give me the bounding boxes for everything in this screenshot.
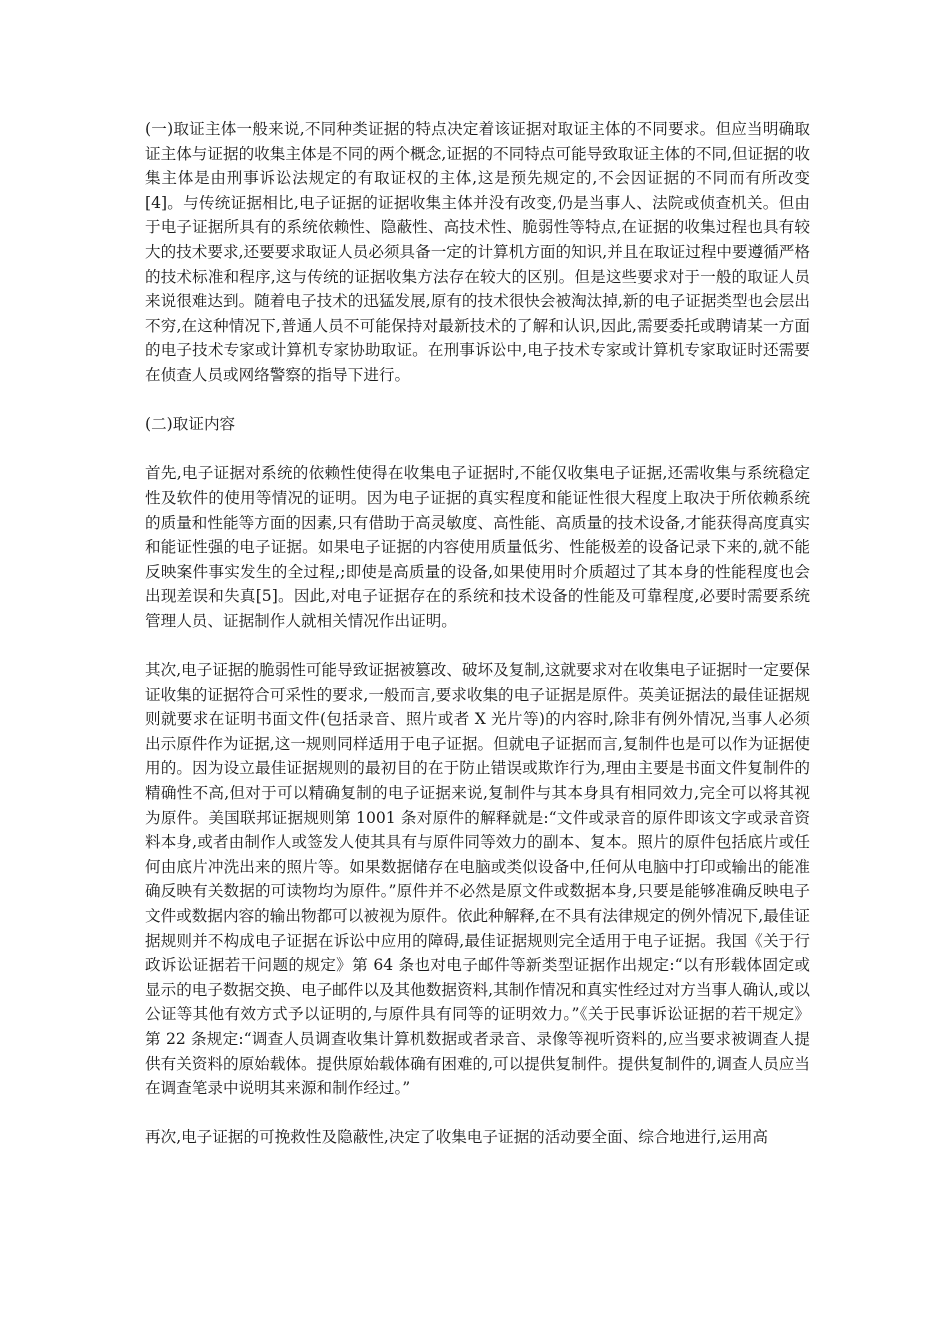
paragraph-first-system-dependence: 首先,电子证据对系统的依赖性使得在收集电子证据时,不能仅收集电子证据,还需收集与系统稳定性及软件的使用等情况的证明。因为电子证据的真实程度和能证性很大程度上取决于所依赖系统的质量和性能等方面的因素,只有借助于高灵敏度、高性能、高质量的技术设备,才能获得高度真实和能证性强的电子证据。如果电子证据的内容使用质量低劣、性能极差的设备记录下来的,就不能反映案件事实发生的全过程,;即使是高质量的设备,如果使用时介质超过了其本身的性能程度也会出现差误和失真[5]。因此,对电子证据存在的系统和技术设备的性能及可靠程度,必要时需要系统管理人员、证据制作人就相关情况作出证明。 [145,464,810,630]
paragraph-third-recoverability: 再次,电子证据的可挽救性及隐蔽性,决定了收集电子证据的活动要全面、综合地进行,运用高 [145,1128,769,1147]
section-heading-evidence-content: (二)取证内容 [145,415,236,434]
document-page [145,117,810,1175]
paragraph-second-fragility-original: 其次,电子证据的脆弱性可能导致证据被篡改、破坏及复制,这就要求对在收集电子证据时一定要保证收集的证据符合可采性的要求,一般而言,要求收集的电子证据是原件。英美证据法的最佳证据规则就要求在证明书面文件(包括录音、照片或者 X 光片等)的内容时,除非有例外情况,当事人必须出示原件作为证据,这一规则同样适用于电子证据。但就电子证据而言,复制件也是可以作为证据使用的。因为设立最佳证据规则的最初目的在于防止错误或欺诈行为,理由主要是书面文件复制件的精确性不高,但对于可以精确复制的电子证据来说,复制件与其本身具有相同效力,完全可以将其视为原件。美国联邦证据规则第 1001 条对原件的解释就是:“文件或录音的原件即该文字或录音资料本身,或者由制作人或签发人使其具有与原件同等效力的副本、复本。照片的原件包括底片或任何由底片冲洗出来的照片等。如果数据储存在电脑或类似设备中,任何从电脑中打印或输出的能准确反映有关数据的可读物均为原件。”原件并不必然是原文件或数据本身,只要是能够准确反映电子文件或数据内容的输出物都可以被视为原件。依此种解释,在不具有法律规定的例外情况下,最佳证据规则并不构成电子证据在诉讼中应用的障碍,最佳证据规则完全适用于电子证据。我国《关于行政诉讼证据若干问题的规定》第 64 条也对电子邮件等新类型证据作出规定:“以有形载体固定或显示的电子数据交换、电子邮件以及其他数据资料,其制作情况和真实性经过对方当事人确认,或以公证等其他有效方式予以证明的,与原件具有同等的证明效力。”《关于民事诉讼证据的若干规定》第 22 条规定:“调查人员调查收集计算机数据或者录音、录像等视听资料的,应当要求被调查人提供有关资料的原始载体。提供原始载体确有困难的,可以提供复制件。提供复制件的,调查人员应当在调查笔录中说明其来源和制作经过。” [145,661,810,1098]
paragraph-subject-of-evidence-collection: (一)取证主体一般来说,不同种类证据的特点决定着该证据对取证主体的不同要求。但应当明确取证主体与证据的收集主体是不同的两个概念,证据的不同特点可能导致取证主体的不同,但证据的收集主体是由刑事诉讼法规定的有取证权的主体,这是预先规定的,不会因证据的不同而有所改变[4]。与传统证据相比,电子证据的证据收集主体并没有改变,仍是当事人、法院或侦查机关。但由于电子证据所具有的系统依赖性、隐蔽性、高技术性、脆弱性等特点,在证据的收集过程也具有较大的技术要求,还要要求取证人员必须具备一定的计算机方面的知识,并且在取证过程中要遵循严格的技术标准和程序,这与传统的证据收集方法存在较大的区别。但是这些要求对于一般的取证人员来说很难达到。随着电子技术的迅猛发展,原有的技术很快会被淘汰掉,新的电子证据类型也会层出不穷,在这种情况下,普通人员不可能保持对最新技术的了解和认识,因此,需要委托或聘请某一方面的电子技术专家或计算机专家协助取证。在刑事诉讼中,电子技术专家或计算机专家取证时还需要在侦查人员或网络警察的指导下进行。 [145,120,810,384]
